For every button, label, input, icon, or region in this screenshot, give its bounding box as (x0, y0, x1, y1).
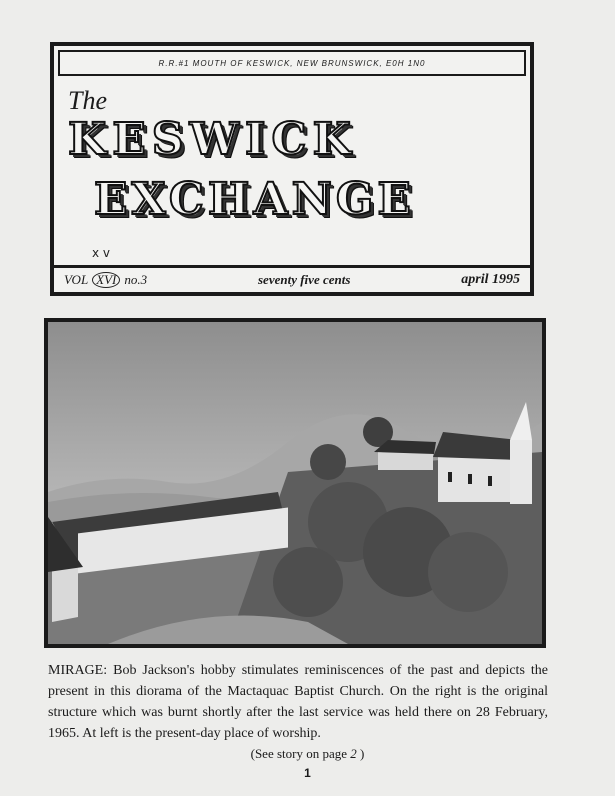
price: seventy five cents (258, 272, 351, 287)
address-bar: R.R.#1 MOUTH OF KESWICK, NEW BRUNSWICK, E0H 1N0 (58, 50, 526, 76)
diorama-photo-icon (48, 322, 542, 644)
issue-info-bar (54, 265, 530, 292)
issue-date: april 1995 (461, 272, 520, 287)
handwritten-annotation: x v (92, 246, 111, 260)
issue-number: no.3 (124, 272, 148, 287)
title-exchange: EXCHANGE (94, 174, 415, 225)
see-story-page: 2 (350, 746, 357, 761)
diorama-photo (44, 318, 546, 648)
volume-number: XVI (92, 272, 120, 288)
photo-caption: MIRAGE: Bob Jackson's hobby stimulates reminiscences of the past and depicts the present in this diorama of the Mactaquac Baptist Church. On the right is the original structure which was burnt shortly after the last service was held there on 28 February, 1965. At left is the present-day place of worship. (48, 663, 548, 741)
title-keswick: KESWICK (68, 114, 357, 165)
title-the: The (68, 86, 107, 115)
page-number: 1 (304, 766, 311, 780)
masthead (50, 42, 534, 296)
volume-info (64, 272, 147, 288)
see-story-reference (0, 746, 615, 762)
see-story-suffix: ) (360, 746, 365, 761)
volume-prefix: VOL (64, 272, 89, 287)
see-story-prefix: (See story on page (250, 746, 348, 761)
